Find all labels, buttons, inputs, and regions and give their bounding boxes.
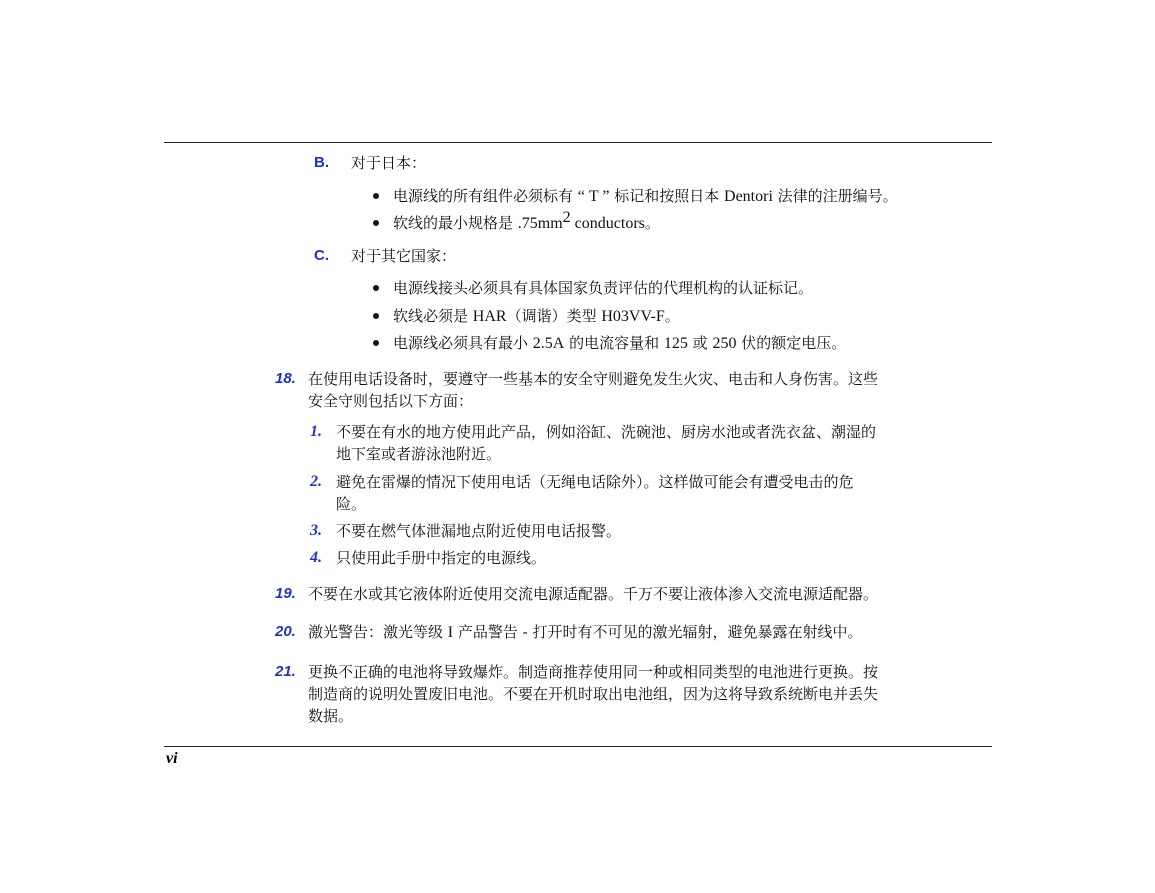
bullet-dot [373, 193, 379, 199]
sub-3-line-1: 不要在燃气体泄漏地点附近使用电话报警。 [336, 522, 622, 540]
item-20-line-1: 激光警告：激光等级 I 产品警告 - 打开时有不可见的激光辐射，避免暴露在射线中。 [308, 623, 863, 641]
sub-3-marker: 3. [310, 522, 322, 539]
item-19-line-1: 不要在水或其它液体附近使用交流电源适配器。千万不要让液体渗入交流电源适配器。 [308, 585, 879, 603]
item-20-marker: 20. [275, 623, 296, 640]
sub-4-marker: 4. [310, 549, 322, 566]
section-b-title: 对于日本： [351, 154, 427, 172]
item-21-line-1: 更换不正确的电池将导致爆炸。制造商推荐使用同一种或相同类型的电池进行更换。按 [308, 663, 879, 681]
section-b-bullet-2: 软线的最小规格是 $.75mm^2$ conductors。 [393, 209, 660, 232]
top-rule [164, 142, 992, 143]
item-21-line-3: 数据。 [308, 707, 354, 725]
item-21-marker: 21. [275, 663, 296, 680]
section-c-bullet-1: 电源线接头必须具有具体国家负责评估的代理机构的认证标记。 [393, 279, 814, 297]
section-c-marker: C. [314, 247, 329, 264]
bottom-rule [164, 746, 992, 747]
section-c-bullet-3: 电源线必须具有最小 2.5A 的电流容量和 125 或 250 伏的额定电压。 [393, 334, 847, 352]
bullet-dot [373, 285, 379, 291]
page-number: vi [166, 750, 178, 767]
sub-1-line-2: 地下室或者游泳池附近。 [336, 445, 502, 463]
bullet-dot [373, 220, 379, 226]
item-18-marker: 18. [275, 370, 296, 387]
sub-2-marker: 2. [310, 473, 322, 490]
section-c-title: 对于其它国家： [351, 247, 457, 265]
item-18-line-2: 安全守则包括以下方面： [308, 392, 474, 410]
sub-2-line-1: 避免在雷爆的情况下使用电话（无绳电话除外）。这样做可能会有遭受电击的危 [336, 473, 854, 491]
sub-2-line-2: 险。 [336, 495, 367, 513]
bullet-dot [373, 340, 379, 346]
item-21-line-2: 制造商的说明处置废旧电池。不要在开机时取出电池组，因为这将导致系统断电并丢失 [308, 685, 879, 703]
sub-1-line-1: 不要在有水的地方使用此产品，例如浴缸、洗碗池、厨房水池或者洗衣盆、潮湿的 [336, 423, 877, 441]
item-18-line-1: 在使用电话设备时，要遵守一些基本的安全守则避免发生火灾、电击和人身伤害。这些 [308, 370, 879, 388]
section-c-bullet-2: 软线必须是 HAR（调谐）类型 H03VV-F。 [393, 307, 680, 325]
sub-1-marker: 1. [310, 423, 322, 440]
section-b-marker: B. [314, 154, 329, 171]
sub-4-line-1: 只使用此手册中指定的电源线。 [336, 549, 547, 567]
section-b-bullet-1: 电源线的所有组件必须标有 “ T ” 标记和按照日本 Dentori 法律的注册编号。 [393, 187, 898, 205]
item-19-marker: 19. [275, 585, 296, 602]
bullet-dot [373, 313, 379, 319]
